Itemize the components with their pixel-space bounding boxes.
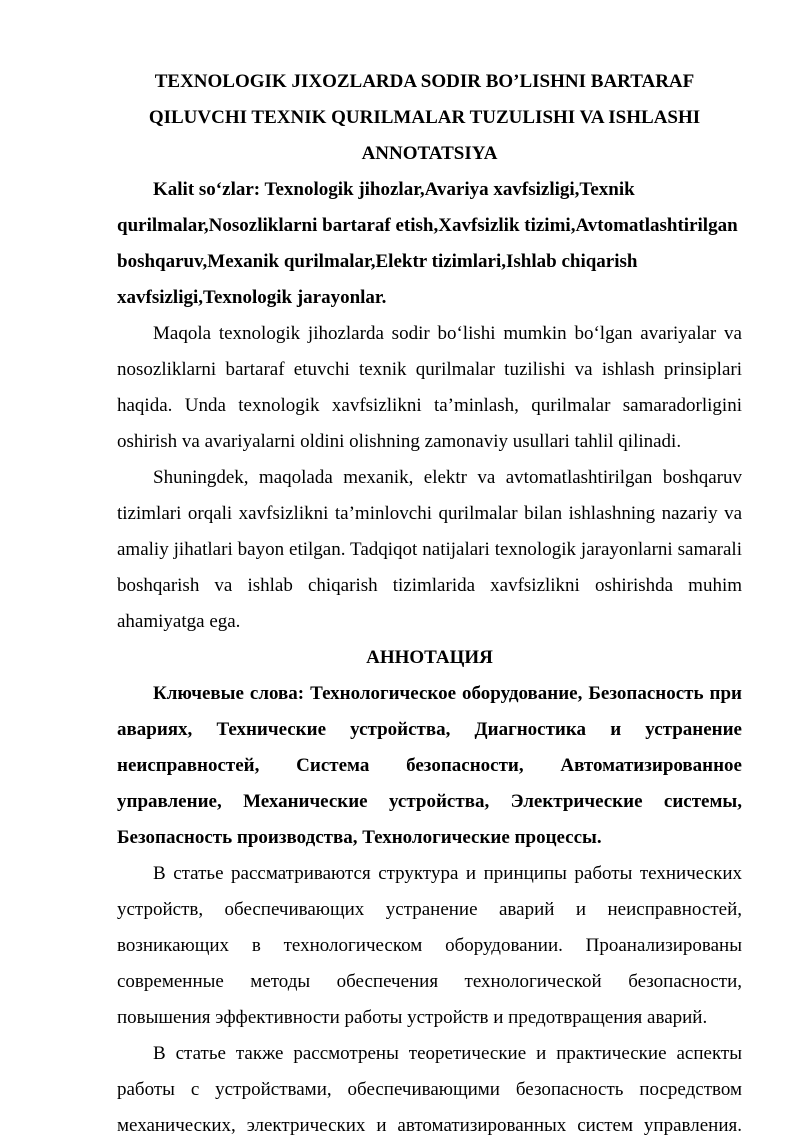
keywords-ru: Ключевые слова: Технологическое оборудование, Безопасность при авариях, Технические устройства, Диагностика и устранение неисправностей, Система безопасности, Автоматизированное управление, Механические устройства, Электрические системы, Безопасность производства, Технологические процессы. — [117, 683, 742, 848]
abstract-ru-paragraph-2: В статье также рассмотрены теоретические и практические аспекты работы с устройствами, обеспечивающими безопасность посредством механических, электрических и автоматизированных систем управления. — [117, 1043, 742, 1136]
keywords-uz: Kalit so‘zlar: Texnologik jihozlar,Avariya xavfsizligi,Texnik qurilmalar,Nosozliklarni bartaraf etish,Xavfsizlik tizimi,Avtomatlashtirilgan boshqaruv,Mexanik qurilmalar,Elektr tizimlari,Ishlab chiqarish xavfsizligi,Texnologik jarayonlar. — [117, 179, 738, 308]
annotation-heading-ru: АННОТАЦИЯ — [366, 647, 493, 668]
abstract-uz-paragraph-1: Maqola texnologik jihozlarda sodir bo‘lishi mumkin bo‘lgan avariyalar va nosozliklarni bartaraf etuvchi texnik qurilmalar tuzilishi va ishlash prinsiplari haqida. Unda texnologik xavfsizlikni ta’minlash, qurilmalar samaradorligini oshirish va avariyalarni oldini olishning zamonaviy usullari tahlil qilinadi. — [117, 323, 742, 452]
title-line-1: TEXNOLOGIK JIXOZLARDA SODIR BO’LISHNI BARTARAF — [154, 71, 695, 92]
annotation-heading-uz: ANNOTATSIYA — [361, 143, 498, 164]
abstract-ru-paragraph-1: В статье рассматриваются структура и принципы работы технических устройств, обеспечивающих устранение аварий и неисправностей, возникающих в технологическом оборудовании. Проанализированы современные методы обеспечения технологической безопасности, повышения эффективности работы устройств и предотвращения аварий. — [117, 863, 742, 1028]
article-title — [107, 64, 742, 136]
abstract-uz-paragraph-2: Shuningdek, maqolada mexanik, elektr va avtomatlashtirilgan boshqaruv tizimlari orqali xavfsizlikni ta’minlovchi qurilmalar bilan ishlashning nazariy va amaliy jihatlari bayon etilgan. Tadqiqot natijalari texnologik jarayonlarni samarali boshqarish va ishlab chiqarish tizimlarida xavfsizlikni oshirishda muhim ahamiyatga ega. — [117, 467, 742, 632]
title-line-2: QILUVCHI TEXNIK QURILMALAR TUZULISHI VA ISHLASHI — [148, 107, 701, 128]
